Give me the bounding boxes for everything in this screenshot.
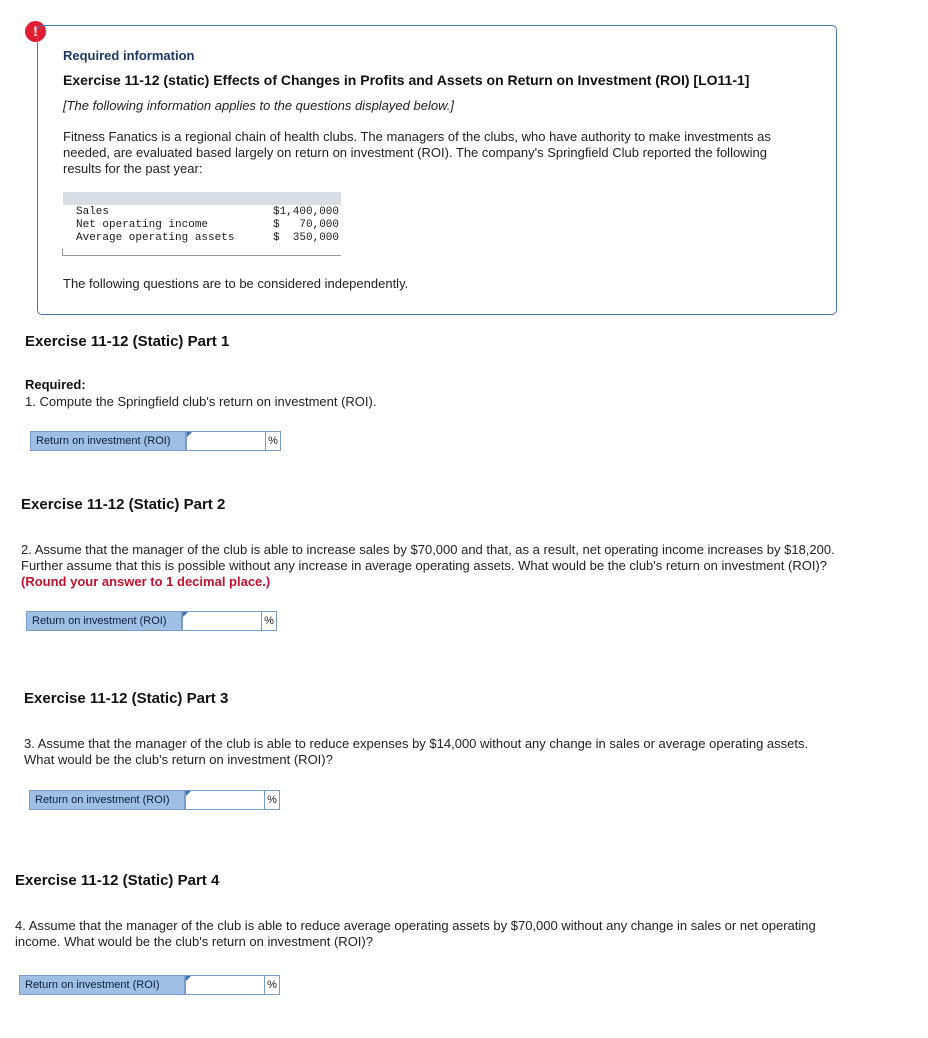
required-information-box — [37, 25, 837, 315]
percent-unit: % — [262, 611, 277, 631]
input-flag-icon — [187, 432, 192, 437]
part-2-question-text: 2. Assume that the manager of the club is able to increase sales by $70,000 and that, as a result, net operating income increases by $18,200. Further assume that this is possible without any increase in average operating assets. What would be the club's return on investment (ROI)? — [21, 542, 835, 573]
row-label: Sales — [76, 206, 110, 218]
row-label: Average operating assets — [76, 232, 235, 244]
answer-label: Return on investment (ROI) — [30, 431, 186, 451]
part-2-question — [21, 542, 836, 590]
part-3-question: 3. Assume that the manager of the club is able to reduce expenses by $14,000 without any change in sales or average operating assets. What would be the club's return on investment (ROI)? — [24, 736, 809, 767]
part-1-roi-input[interactable] — [186, 431, 266, 451]
input-flag-icon — [183, 612, 188, 617]
answer-input-wrapper — [186, 431, 266, 451]
part-3-roi-input[interactable] — [185, 790, 265, 810]
row-value: $1,400,000 — [272, 206, 339, 218]
required-label: Required: — [25, 377, 86, 392]
part-4-answer-row — [19, 975, 280, 995]
answer-label: Return on investment (ROI) — [19, 975, 185, 995]
required-information-heading: Required information — [63, 48, 195, 63]
results-table — [63, 192, 341, 256]
answer-input-wrapper — [185, 790, 265, 810]
table-row — [63, 232, 339, 245]
row-value: $ 70,000 — [272, 219, 339, 231]
answer-input-wrapper — [185, 975, 265, 995]
part-4-question: 4. Assume that the manager of the club is able to reduce average operating assets by $70,000 without any change in sales or net operating income. What would be the club's return on investment (ROI)? — [15, 918, 816, 949]
part-1-title: Exercise 11-12 (Static) Part 1 — [25, 333, 230, 350]
input-flag-icon — [186, 791, 191, 796]
percent-unit: % — [265, 975, 280, 995]
table-row — [63, 206, 339, 219]
part-3-answer-row — [29, 790, 280, 810]
exercise-title: Exercise 11-12 (static) Effects of Changes in Profits and Assets on Return on Investment (ROI) [LO11-1] — [63, 72, 750, 88]
row-value: $ 350,000 — [272, 232, 339, 244]
table-divider-tick — [62, 249, 63, 256]
answer-input-wrapper — [182, 611, 262, 631]
answer-label: Return on investment (ROI) — [26, 611, 182, 631]
part-2-answer-row — [26, 611, 277, 631]
table-row — [63, 219, 339, 232]
part-1-question: 1. Compute the Springfield club's return on investment (ROI). — [25, 394, 377, 409]
part-2-roi-input[interactable] — [182, 611, 262, 631]
part-1-answer-row — [30, 431, 281, 451]
percent-unit: % — [265, 790, 280, 810]
intro-paragraph: Fitness Fanatics is a regional chain of health clubs. The managers of the clubs, who have authority to make investments as needed, are evaluated based largely on return on investment (ROI). The company's Springfield Club reported the following results for the past year: — [63, 129, 771, 176]
results-table-header — [63, 192, 341, 205]
round-note: (Round your answer to 1 decimal place.) — [21, 574, 271, 589]
part-4-roi-input[interactable] — [185, 975, 265, 995]
results-table-body — [63, 206, 339, 245]
alert-icon: ! — [25, 21, 46, 42]
percent-unit: % — [266, 431, 281, 451]
applies-note: [The following information applies to the questions displayed below.] — [63, 98, 454, 113]
part-4-title: Exercise 11-12 (Static) Part 4 — [15, 872, 220, 889]
input-flag-icon — [186, 976, 191, 981]
answer-label: Return on investment (ROI) — [29, 790, 185, 810]
part-3-title: Exercise 11-12 (Static) Part 3 — [24, 690, 229, 707]
row-label: Net operating income — [76, 219, 209, 231]
independent-note: The following questions are to be considered independently. — [63, 276, 409, 291]
part-2-title: Exercise 11-12 (Static) Part 2 — [21, 496, 226, 513]
